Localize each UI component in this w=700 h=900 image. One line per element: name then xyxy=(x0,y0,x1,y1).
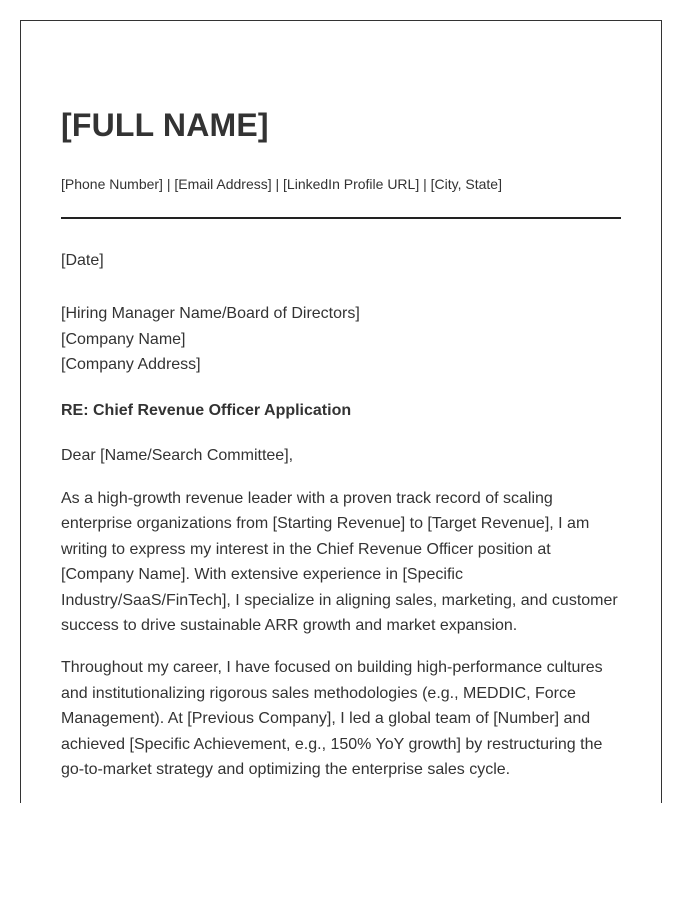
header-divider xyxy=(61,217,621,219)
document-page xyxy=(20,20,662,803)
salutation: Dear [Name/Search Committee], xyxy=(61,446,294,464)
recipient-address: [Company Address] xyxy=(61,356,201,373)
recipient-block xyxy=(61,301,621,378)
recipient-name: [Hiring Manager Name/Board of Directors] xyxy=(61,305,360,322)
letter-content xyxy=(61,105,621,799)
full-name-heading: [FULL NAME] xyxy=(61,107,269,143)
subject-line: RE: Chief Revenue Officer Application xyxy=(61,401,352,419)
contact-info-line: [Phone Number] | [Email Address] | [LinkedIn Profile URL] | [City, State] xyxy=(61,176,502,192)
body-paragraph-2: Throughout my career, I have focused on building high-performance cultures and institutionalizing rigorous sales methodologies (e.g., MEDDIC, Force Management). At [Previous Company], I led a global team of [Number] and achieved [Specific Achievement, e.g., 150% YoY growth] by restructuring the go-to-market strategy and optimizing the enterprise sales cycle. xyxy=(61,659,603,779)
recipient-company: [Company Name] xyxy=(61,330,186,348)
letter-date: [Date] xyxy=(61,252,104,269)
body-paragraph-1: As a high-growth revenue leader with a proven track record of scaling enterprise organizations from [Starting Revenue] to [Target Revenue], I am writing to express my interest in the Chief Revenue Officer position at [Company Name]. With extensive experience in [Specific Industry/SaaS/FinTech], I specialize in aligning sales, marketing, and customer success to drive sustainable ARR growth and market expansion. xyxy=(61,489,618,635)
